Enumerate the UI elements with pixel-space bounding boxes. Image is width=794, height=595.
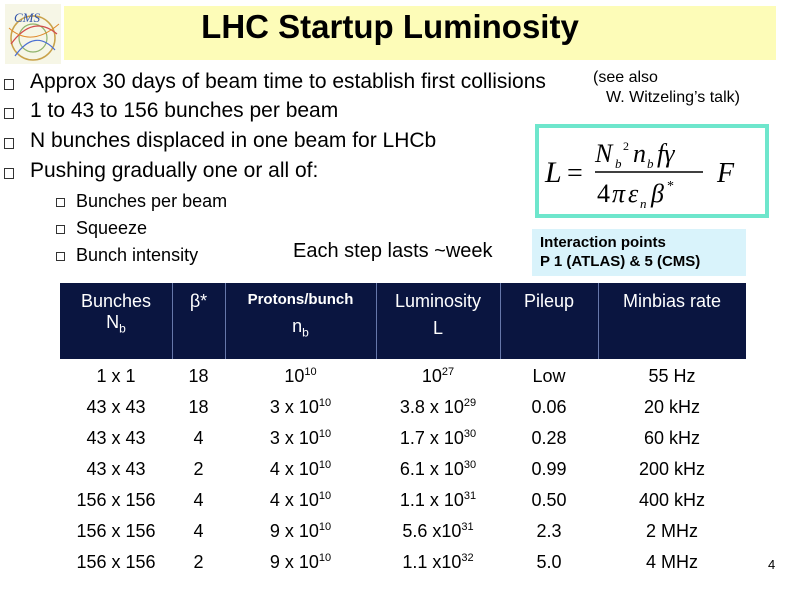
svg-text:n: n	[633, 139, 646, 168]
svg-text:4: 4	[597, 179, 610, 208]
svg-text:L: L	[545, 156, 562, 189]
cell-bunches: 43 x 43	[86, 428, 146, 448]
cell-bunches: 156 x 156	[76, 521, 156, 541]
cell-beta: 18	[188, 366, 209, 386]
svg-text:n: n	[640, 196, 647, 211]
cell-luminosity: 3.8 x $10^{29}$	[399, 397, 477, 417]
see-also-line-2: W. Witzeling’s talk)	[606, 89, 740, 106]
col-bunches-header: Bunches $N_b$	[80, 291, 152, 336]
col-minbias-header: Minbias rate	[622, 291, 722, 311]
page-number: 4	[768, 557, 776, 572]
cell-luminosity: $10^{27}$	[421, 366, 455, 386]
svg-text:CMS: CMS	[14, 10, 40, 25]
svg-text:fγ: fγ	[657, 139, 675, 168]
interaction-points-line-1: Interaction points	[540, 234, 666, 251]
cell-pileup: 0.99	[531, 459, 567, 479]
cell-rate: 55 Hz	[648, 366, 696, 386]
svg-text:β: β	[651, 179, 664, 208]
cell-luminosity: 5.6 $x10^{31}$	[402, 521, 474, 541]
subbullet-2: Squeeze	[76, 218, 147, 239]
cell-rate: 400 kHz	[638, 490, 706, 510]
cell-rate: 60 kHz	[643, 428, 701, 448]
interaction-points-box	[532, 229, 746, 276]
cell-beta: 18	[188, 397, 209, 417]
svg-text:*: *	[667, 179, 674, 194]
luminosity-formula	[535, 124, 769, 218]
col-beta-header: β*	[189, 291, 208, 311]
svg-text:b: b	[615, 156, 622, 171]
cell-beta: 4	[193, 490, 204, 510]
svg-text:F: F	[717, 158, 735, 189]
cell-protons: 3 x $10^{10}$	[269, 397, 332, 417]
cell-bunches: 156 x 156	[76, 490, 156, 510]
cell-pileup: 2.3	[536, 521, 562, 541]
cell-protons: 9 x $10^{10}$	[269, 552, 332, 572]
cell-beta: 4	[193, 521, 204, 541]
cell-protons: 9 x $10^{10}$	[269, 521, 332, 541]
cell-protons: 3 x $10^{10}$	[269, 428, 332, 448]
bullet-3: N bunches displaced in one beam for LHCb	[30, 129, 436, 153]
bullet-4: Pushing gradually one or all of:	[30, 159, 318, 183]
cell-rate: 4 MHz	[645, 552, 698, 572]
cell-bunches: 1 x 1	[96, 366, 136, 386]
svg-text:=: =	[567, 158, 583, 189]
col-protons-header: Protons/bunch $n_b$	[247, 291, 354, 340]
slide-title: LHC Startup Luminosity	[201, 8, 579, 45]
bullet-1: Approx 30 days of beam time to establish first collisions	[30, 70, 546, 94]
cell-luminosity: 1.1 x $10^{31}$	[399, 490, 477, 510]
cell-beta: 2	[193, 459, 204, 479]
cms-logo-icon	[5, 4, 61, 64]
cell-pileup: 0.50	[531, 490, 567, 510]
svg-text:ε: ε	[628, 179, 639, 208]
see-also-line-1: (see also	[593, 69, 658, 86]
cell-luminosity: 6.1 x $10^{30}$	[399, 459, 477, 479]
each-step-note: Each step lasts ~week	[293, 240, 493, 262]
cell-protons: $10^{10}$	[284, 366, 317, 386]
interaction-points-line-2: P 1 (ATLAS) & 5 (CMS)	[540, 253, 701, 270]
col-luminosity-header: Luminosity L	[394, 291, 482, 338]
cell-beta: 2	[193, 552, 204, 572]
cell-bunches: 43 x 43	[86, 459, 146, 479]
subbullet-3: Bunch intensity	[76, 245, 198, 266]
bullet-2: 1 to 43 to 156 bunches per beam	[30, 99, 338, 123]
cell-bunches: 43 x 43	[86, 397, 146, 417]
cell-pileup: 5.0	[536, 552, 562, 572]
cell-pileup: 0.06	[531, 397, 567, 417]
cell-pileup: 0.28	[531, 428, 567, 448]
subbullet-1: Bunches per beam	[76, 191, 227, 212]
svg-text:b: b	[647, 156, 654, 171]
cell-pileup: Low	[532, 366, 566, 386]
cell-beta: 4	[193, 428, 204, 448]
cell-protons: 4 x $10^{10}$	[269, 459, 332, 479]
svg-text:N: N	[595, 139, 613, 168]
cell-luminosity: 1.1 $x10^{32}$	[402, 552, 474, 572]
col-pileup-header: Pileup	[523, 291, 575, 311]
cell-bunches: 156 x 156	[76, 552, 156, 572]
svg-text:π: π	[612, 179, 626, 208]
svg-text:2: 2	[623, 139, 629, 153]
cell-rate: 2 MHz	[645, 521, 698, 541]
cell-rate: 20 kHz	[643, 397, 701, 417]
cell-protons: 4 x $10^{10}$	[269, 490, 332, 510]
cell-luminosity: 1.7 x $10^{30}$	[399, 428, 477, 448]
cell-rate: 200 kHz	[638, 459, 706, 479]
